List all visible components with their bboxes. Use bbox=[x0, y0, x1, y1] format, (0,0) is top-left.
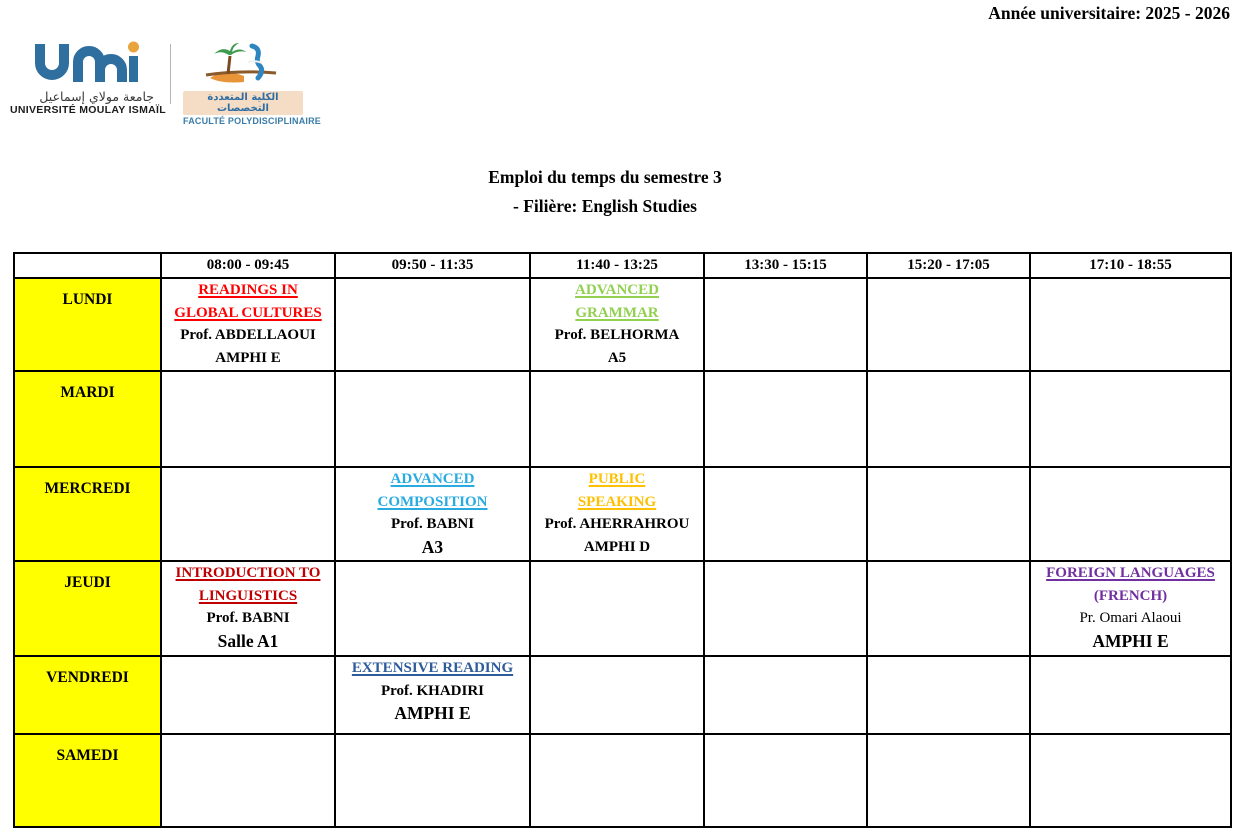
empty-slot bbox=[530, 371, 704, 467]
day-cell-lundi: LUNDI bbox=[14, 278, 161, 371]
row-mardi bbox=[14, 371, 1231, 467]
course-professor: Prof. KHADIRI bbox=[380, 682, 485, 699]
empty-slot bbox=[704, 734, 867, 827]
course-title: INTRODUCTION TO bbox=[175, 565, 321, 581]
day-cell-samedi: SAMEDI bbox=[14, 734, 161, 827]
course-room: Salle A1 bbox=[217, 630, 279, 651]
empty-slot bbox=[1030, 467, 1231, 561]
empty-slot bbox=[867, 371, 1030, 467]
course-cell-foreign-languages-french bbox=[1030, 561, 1231, 656]
course-room: AMPHI E bbox=[1092, 630, 1169, 651]
umi-logo bbox=[10, 40, 166, 116]
empty-slot bbox=[867, 734, 1030, 827]
course-professor: Prof. BABNI bbox=[206, 610, 290, 626]
empty-slot bbox=[1030, 734, 1231, 827]
page-title-line1: Emploi du temps du semestre 3 bbox=[488, 167, 722, 187]
empty-slot bbox=[867, 656, 1030, 734]
faculty-logo bbox=[183, 40, 322, 126]
row-jeudi bbox=[14, 561, 1231, 656]
empty-slot bbox=[161, 656, 335, 734]
empty-slot bbox=[335, 278, 530, 371]
empty-slot bbox=[704, 278, 867, 371]
course-room: A3 bbox=[421, 536, 444, 557]
row-samedi bbox=[14, 734, 1231, 827]
empty-slot bbox=[530, 561, 704, 656]
empty-slot bbox=[1030, 371, 1231, 467]
course-professor: Prof. AHERRAHROU bbox=[544, 516, 690, 532]
empty-slot bbox=[161, 734, 335, 827]
course-title: ADVANCED bbox=[390, 471, 475, 487]
course-title: READINGS IN bbox=[198, 282, 298, 298]
row-mercredi bbox=[14, 467, 1231, 561]
umi-logo-icon bbox=[26, 40, 144, 86]
course-cell-advanced-composition bbox=[335, 467, 530, 561]
course-title: PUBLIC bbox=[588, 471, 646, 487]
course-professor: Prof. BABNI bbox=[390, 516, 475, 532]
page-title bbox=[0, 163, 1210, 221]
header-logos bbox=[10, 40, 322, 126]
course-room: AMPHI E bbox=[215, 349, 281, 366]
course-title: EXTENSIVE READING bbox=[351, 660, 514, 676]
empty-slot bbox=[161, 467, 335, 561]
corner-cell bbox=[14, 253, 161, 278]
day-cell-jeudi: JEUDI bbox=[14, 561, 161, 656]
day-cell-mardi: MARDI bbox=[14, 371, 161, 467]
time-header-4: 13:30 - 15:15 bbox=[704, 253, 867, 278]
umi-latin-name: UNIVERSITÉ MOULAY ISMAÏL bbox=[10, 104, 166, 116]
empty-slot bbox=[704, 371, 867, 467]
time-header-6: 17:10 - 18:55 bbox=[1030, 253, 1231, 278]
empty-slot bbox=[704, 656, 867, 734]
empty-slot bbox=[867, 278, 1030, 371]
empty-slot bbox=[161, 371, 335, 467]
timetable bbox=[13, 252, 1232, 828]
time-header-2: 09:50 - 11:35 bbox=[335, 253, 530, 278]
faculty-arabic-name: الكلية المتعددة التخصصات bbox=[183, 91, 303, 115]
empty-slot bbox=[335, 371, 530, 467]
empty-slot bbox=[1030, 278, 1231, 371]
empty-slot bbox=[530, 656, 704, 734]
course-cell-public-speaking bbox=[530, 467, 704, 561]
course-cell-introduction-to-linguistics bbox=[161, 561, 335, 656]
row-lundi bbox=[14, 278, 1231, 371]
course-title: FOREIGN LANGUAGES bbox=[1046, 565, 1215, 581]
course-title: SPEAKING bbox=[577, 493, 657, 510]
time-header-5: 15:20 - 17:05 bbox=[867, 253, 1030, 278]
course-title: LINGUISTICS bbox=[198, 587, 298, 604]
empty-slot bbox=[867, 561, 1030, 656]
empty-slot bbox=[530, 734, 704, 827]
empty-slot bbox=[704, 561, 867, 656]
time-header-1: 08:00 - 09:45 bbox=[161, 253, 335, 278]
faculty-logo-icon bbox=[204, 42, 282, 86]
logo-divider bbox=[170, 44, 171, 104]
page-title-line2: - Filière: English Studies bbox=[513, 196, 697, 216]
row-vendredi bbox=[14, 656, 1231, 734]
course-cell-readings-in-global-cultures bbox=[161, 278, 335, 371]
empty-slot bbox=[335, 561, 530, 656]
course-professor: Prof. ABDELLAOUI bbox=[180, 327, 316, 343]
empty-slot bbox=[704, 467, 867, 561]
course-title: GLOBAL CULTURES bbox=[174, 304, 322, 321]
day-cell-mercredi: MERCREDI bbox=[14, 467, 161, 561]
course-subtitle: (FRENCH) bbox=[1093, 587, 1168, 604]
course-room: A5 bbox=[607, 349, 627, 366]
empty-slot bbox=[1030, 656, 1231, 734]
faculty-latin-name: FACULTÉ POLYDISCIPLINAIRE bbox=[183, 116, 322, 126]
course-professor: Pr. Omari Alaoui bbox=[1079, 610, 1182, 626]
course-room: AMPHI E bbox=[394, 703, 471, 723]
day-cell-vendredi: VENDREDI bbox=[14, 656, 161, 734]
course-title: COMPOSITION bbox=[377, 493, 488, 510]
time-header-3: 11:40 - 13:25 bbox=[530, 253, 704, 278]
course-cell-extensive-reading bbox=[335, 656, 530, 734]
course-title: ADVANCED bbox=[575, 282, 659, 298]
empty-slot bbox=[335, 734, 530, 827]
course-title: GRAMMAR bbox=[575, 304, 659, 321]
umi-arabic-name: جامعة مولاي إسماعيل bbox=[39, 89, 154, 104]
course-room: AMPHI D bbox=[583, 538, 651, 555]
course-professor: Prof. BELHORMA bbox=[554, 327, 680, 343]
academic-year-label: Année universitaire: 2025 - 2026 bbox=[988, 3, 1230, 23]
empty-slot bbox=[867, 467, 1030, 561]
course-cell-advanced-grammar bbox=[530, 278, 704, 371]
